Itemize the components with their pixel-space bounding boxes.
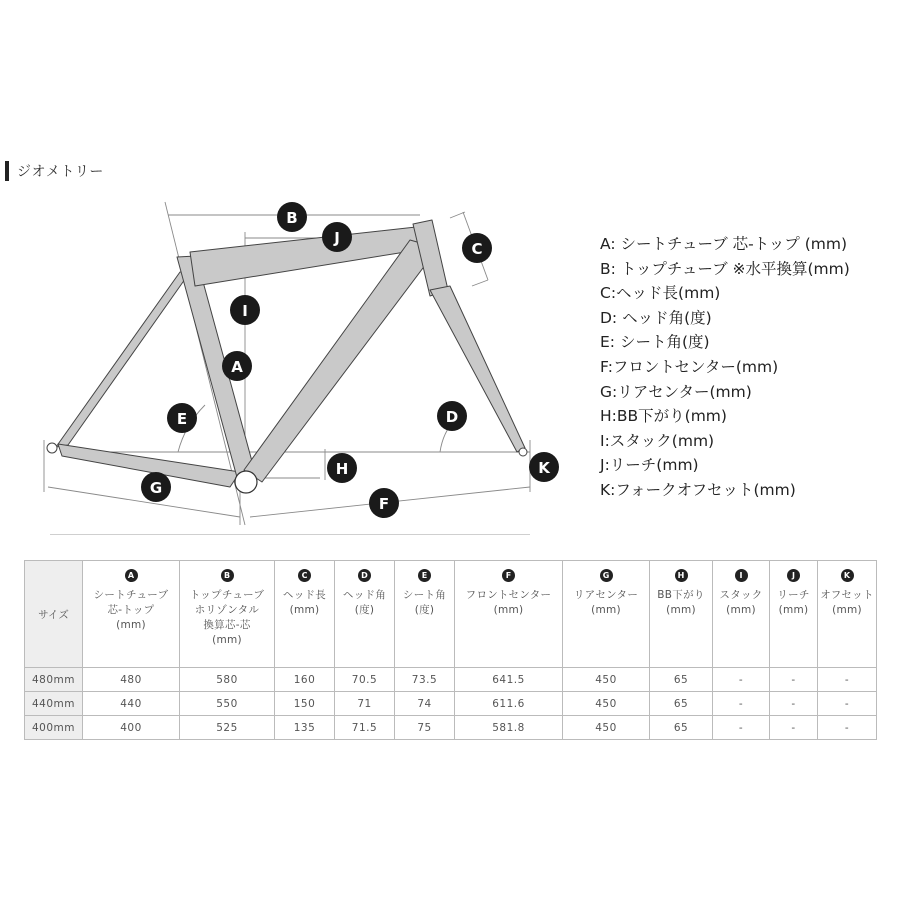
size-cell: 480mm <box>25 668 83 692</box>
table-cell: 581.8 <box>455 716 563 740</box>
col-header-C: C ヘッド長 (mm) <box>275 561 335 668</box>
legend-item: G:リアセンター(mm) <box>600 382 752 401</box>
label-H <box>327 453 357 483</box>
table-cell: 75 <box>395 716 455 740</box>
table-cell: - <box>713 692 770 716</box>
svg-text:I: I <box>242 302 248 320</box>
label-F <box>369 488 399 518</box>
table-cell: 160 <box>275 668 335 692</box>
table-cell: 70.5 <box>335 668 395 692</box>
table-cell: - <box>770 692 818 716</box>
svg-text:E: E <box>176 410 188 428</box>
table-header-row <box>25 561 877 668</box>
size-cell: 400mm <box>25 716 83 740</box>
legend-item: I:スタック(mm) <box>600 431 715 450</box>
col-header-E: E シート角 (度) <box>395 561 455 668</box>
table-cell: 480 <box>83 668 180 692</box>
legend-item: B: トップチューブ ※水平換算(mm) <box>600 259 850 278</box>
col-header-G: G リアセンター (mm) <box>563 561 650 668</box>
table-cell: - <box>713 668 770 692</box>
svg-text:J: J <box>334 229 340 247</box>
table-cell: 440 <box>83 692 180 716</box>
col-header-J: J リーチ (mm) <box>770 561 818 668</box>
svg-text:F: F <box>378 495 390 513</box>
table-cell: - <box>818 716 877 740</box>
table-cell: 150 <box>275 692 335 716</box>
svg-text:D: D <box>445 408 459 426</box>
table-cell: - <box>818 668 877 692</box>
table-cell: 525 <box>180 716 275 740</box>
table-cell: - <box>770 716 818 740</box>
size-header: サイズ <box>25 561 83 668</box>
legend-item: F:フロントセンター(mm) <box>600 357 779 376</box>
svg-text:G: G <box>149 479 163 497</box>
section-title <box>5 160 104 182</box>
label-B <box>277 202 307 232</box>
col-header-D: D ヘッド角 (度) <box>335 561 395 668</box>
label-K <box>529 452 559 482</box>
table-cell: 65 <box>650 692 713 716</box>
table-cell: 450 <box>563 692 650 716</box>
table-row <box>25 692 877 716</box>
section-title-bar <box>5 161 9 181</box>
geometry-table <box>24 560 877 740</box>
legend-item: C:ヘッド長(mm) <box>600 284 721 303</box>
svg-text:H: H <box>335 460 349 478</box>
table-cell: 641.5 <box>455 668 563 692</box>
legend-item: J:リーチ(mm) <box>600 456 699 475</box>
svg-text:C: C <box>471 240 483 258</box>
table-cell: 73.5 <box>395 668 455 692</box>
table-cell: 450 <box>563 668 650 692</box>
table-cell: 65 <box>650 668 713 692</box>
label-A <box>222 351 252 381</box>
table-cell: 450 <box>563 716 650 740</box>
table-cell: 611.6 <box>455 692 563 716</box>
table-cell: 400 <box>83 716 180 740</box>
table-cell: 71 <box>335 692 395 716</box>
svg-text:K: K <box>538 459 550 477</box>
table-row <box>25 668 877 692</box>
legend-item: E: シート角(度) <box>600 333 710 352</box>
diagram-divider <box>50 534 530 535</box>
label-J <box>322 222 352 252</box>
col-header-K: K オフセット (mm) <box>818 561 877 668</box>
svg-text:A: A <box>231 358 243 376</box>
legend-item: K:フォークオフセット(mm) <box>600 480 796 499</box>
table-cell: - <box>770 668 818 692</box>
table-cell: 580 <box>180 668 275 692</box>
table-cell: 135 <box>275 716 335 740</box>
table-cell: 74 <box>395 692 455 716</box>
table-cell: 65 <box>650 716 713 740</box>
label-G <box>141 472 171 502</box>
col-header-I: I スタック (mm) <box>713 561 770 668</box>
svg-text:B: B <box>286 209 298 227</box>
col-header-F: F フロントセンター (mm) <box>455 561 563 668</box>
geometry-legend <box>600 232 850 503</box>
table-cell: - <box>818 692 877 716</box>
section-title-text: ジオメトリー <box>17 164 104 180</box>
legend-item: H:BB下がり(mm) <box>600 407 727 426</box>
col-header-A: A シートチューブ 芯-トップ (mm) <box>83 561 180 668</box>
legend-item: A: シートチューブ 芯-トップ (mm) <box>600 235 848 253</box>
col-header-B: B トップチューブ ホリゾンタル 換算芯-芯 (mm) <box>180 561 275 668</box>
col-header-H: H BB下がり (mm) <box>650 561 713 668</box>
label-C <box>462 233 492 263</box>
table-cell: 71.5 <box>335 716 395 740</box>
label-D <box>437 401 467 431</box>
table-cell: - <box>713 716 770 740</box>
label-E <box>167 403 197 433</box>
label-I <box>230 295 260 325</box>
table-row <box>25 716 877 740</box>
table-cell: 550 <box>180 692 275 716</box>
legend-item: D: ヘッド角(度) <box>600 308 712 327</box>
size-cell: 440mm <box>25 692 83 716</box>
frame-geometry-diagram <box>0 190 600 535</box>
